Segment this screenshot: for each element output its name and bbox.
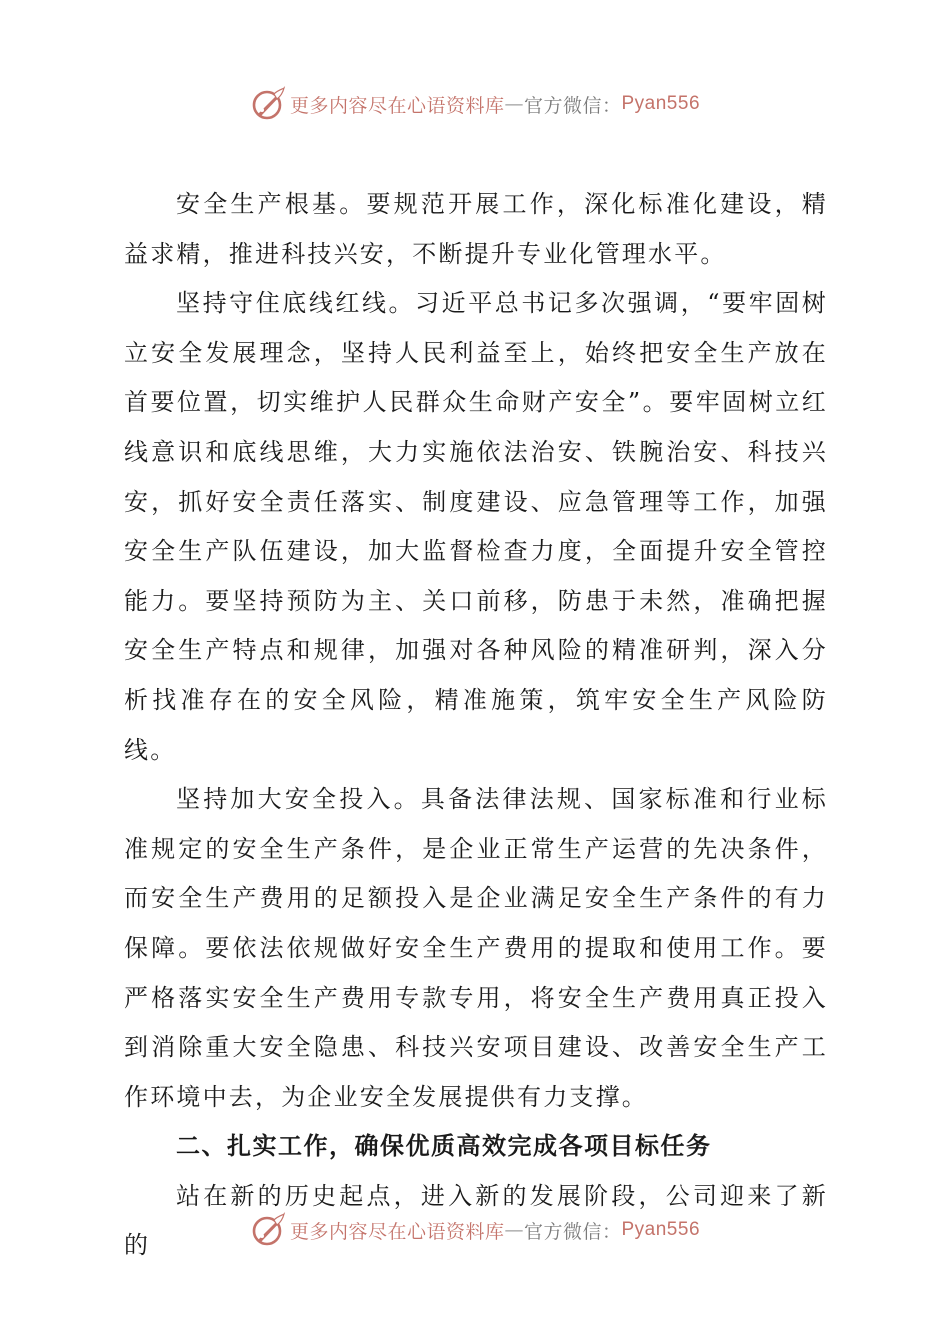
watermark-wechat-id: Pyan556 xyxy=(621,93,701,114)
watermark-separator: — xyxy=(504,1219,524,1241)
watermark-brand: 更多内容尽在心语资料库 xyxy=(289,94,505,117)
watermark-label: 官方微信： xyxy=(523,94,622,117)
document-body xyxy=(124,180,828,1271)
paragraph-continued: 安全生产根基。要规范开展工作，深化标准化建设，精益求精，推进科技兴安，不断提升专业化管理水平。 xyxy=(124,190,828,268)
quill-pen-logo-icon xyxy=(250,1212,286,1248)
watermark-separator: — xyxy=(504,93,524,115)
watermark-wechat-id: Pyan556 xyxy=(621,1219,701,1240)
quill-pen-logo-icon xyxy=(250,86,286,122)
paragraph-new-stage: 站在新的历史起点，进入新的发展阶段，公司迎来了新的 xyxy=(124,1181,828,1260)
paragraph-bottom-line: 坚持守住底线红线。习近平总书记多次强调，“要牢固树立安全发展理念，坚持人民利益至上，始终把安全生产放在首要位置，切实维护人民群众生命财产安全”。要牢固树立红线意识和底线思维，大力实施依法治安、铁腕治安、科技兴安，抓好安全责任落实、制度建设、应急管理等工作，加强安全生产队伍建设，加大监督检查力度，全面提升安全管控能力。要坚持预防为主、关口前移，防患于未然，准确把握安全生产特点和规律，加强对各种风险的精准研判，深入分析找准存在的安全风险，精准施策，筑牢安全生产风险防线。 xyxy=(124,289,828,764)
footer-watermark xyxy=(0,1208,950,1252)
header-watermark xyxy=(0,82,950,126)
section-heading: 二、扎实工作，确保优质高效完成各项目标任务 xyxy=(176,1132,712,1161)
watermark-label: 官方微信： xyxy=(523,1220,622,1243)
watermark-brand: 更多内容尽在心语资料库 xyxy=(289,1220,505,1243)
paragraph-safety-investment: 坚持加大安全投入。具备法律法规、国家标准和行业标准规定的安全生产条件，是企业正常生产运营的先决条件，而安全生产费用的足额投入是企业满足安全生产条件的有力保障。要依法依规做好安全生产费用的提取和使用工作。要严格落实安全生产费用专款专用，将安全生产费用真正投入到消除重大安全隐患、科技兴安项目建设、改善安全生产工作环境中去，为企业安全发展提供有力支撑。 xyxy=(124,785,828,1111)
